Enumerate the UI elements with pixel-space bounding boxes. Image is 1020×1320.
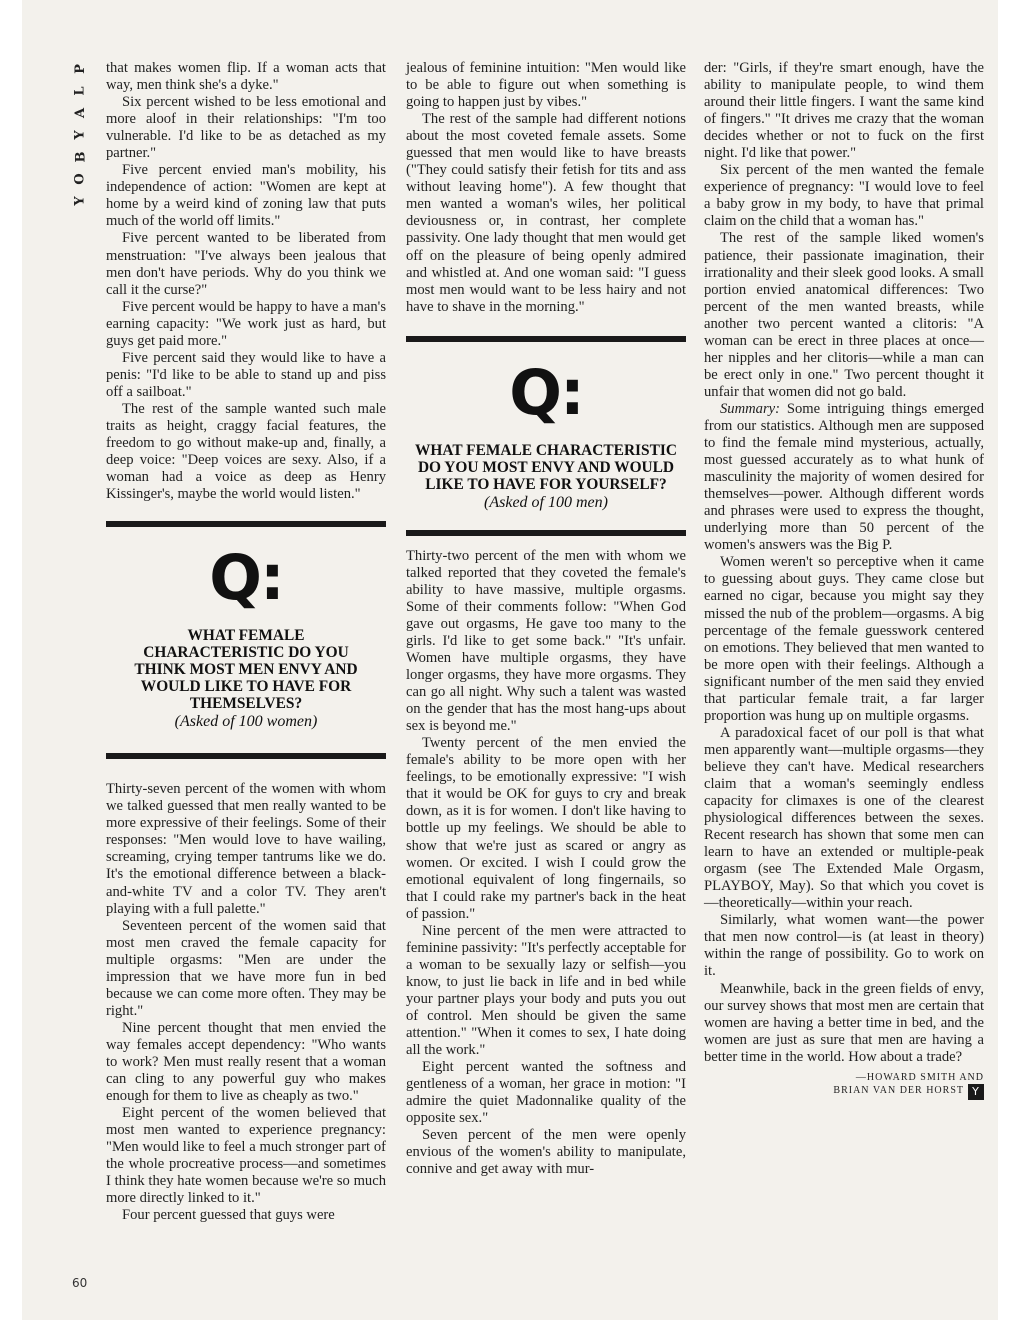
page-number: 60 (72, 1276, 88, 1290)
author-credit (704, 1072, 984, 1100)
rabbit-end-mark-icon: Y (968, 1084, 984, 1100)
paragraph: Five percent wanted to be liberated from menstruation: "I've always been jealous that men don't have periods. Why do you think we call it the curse?" (106, 230, 386, 298)
paragraph: Eight percent wanted the softness and gentleness of a woman, her grace in motion: "I admire the quiet Madonnalike quality of the opposite sex." (406, 1059, 686, 1127)
question-heading: WHAT FEMALE CHARACTERISTIC DO YOU THINK MOST MEN ENVY AND WOULD LIKE TO HAVE FOR THEMSELVES? (134, 627, 358, 713)
paragraph: Five percent envied man's mobility, his independence of action: "Women are kept at home by a weird kind of zoning law that puts much of the world off limits." (106, 162, 386, 230)
summary-paragraph (704, 401, 984, 554)
question-heading: WHAT FEMALE CHARACTERISTIC DO YOU MOST ENVY AND WOULD LIKE TO HAVE FOR YOURSELF? (415, 441, 677, 493)
paragraph: der: "Girls, if they're smart enough, have the ability to manipulate people, to wind them around their little fingers. I want the same kind of fingers." "It drives me crazy that the woman decides whether or not to fuck on the first night. I'd like that power." (704, 60, 984, 162)
question-subheading: (Asked of 100 women) (174, 713, 318, 731)
paragraph: Seven percent of the men were openly envious of the women's ability to manipulate, connive and get away with mur- (406, 1127, 686, 1178)
paragraph: Five percent would be happy to have a man's earning capacity: "We work just as hard, but guys get paid more." (106, 298, 386, 349)
magazine-name-letter: A (73, 107, 88, 119)
q-logo: Q: (509, 355, 583, 429)
magazine-name-letter: Y (73, 130, 88, 140)
divider-bar (406, 530, 686, 536)
paragraph: jealous of feminine intuition: "Men would like to be able to figure out when something is going to happen just by vibes." (406, 60, 686, 111)
paragraph: A paradoxical facet of our poll is that what men apparently want—multiple orgasms—they believe they can't have. Medical researchers claim that a woman's seemingly endless capacity for climaxes is one of the clearest physiological differences between the sexes. Recent research has shown that some men can learn to have an extended or multiple-peak orgasm (see The Extended Male Orgasm, PLAYBOY, May). So that which you covet is—theoretically—within your reach. (704, 724, 984, 912)
question-subheading: (Asked of 100 men) (484, 493, 608, 511)
paragraph: Twenty percent of the men envied the female's ability to be more open with her feelings, to be emotionally expressive: "I wish that it would be OK for guys to cry and break down, as it is for women. I don't like having to bottle up my feelings. We should be able to show that we're just as scared or angry as women. Or excited. I wish I could grow the emotional equivalent of long fingernails, so that I could rake my partner's back in the heat of passion." (406, 735, 686, 922)
magazine-name-vertical (74, 58, 88, 212)
divider-bar (106, 521, 386, 527)
magazine-page (22, 0, 998, 1320)
column-2 (406, 60, 686, 1178)
paragraph: Meanwhile, back in the green fields of envy, our survey shows that most men are certain that women are having a better time in bed, and the women are just as sure that men are having a better time in the world. How about a trade? (704, 980, 984, 1065)
question-box-men (406, 355, 686, 512)
credit-names: BRIAN VAN DER HORST (833, 1084, 964, 1096)
paragraph: The rest of the sample liked women's patience, their passionate imagination, their irrationality and their sleek good looks. A small portion envied anatomical differences: Two percent of the men wanted breasts, while another two percent wanted a clitoris: "A woman can be erect in three places at once—her nipples and her clitoris—while a man can be erect only in one." Two percent thought it unfair that women did not go bald. (704, 230, 984, 400)
paragraph: Eight percent of the women believed that most men wanted to experience pregnancy: "Men would like to feel a much stronger part of the whole procreative process—and sometimes I think they hate women because we're so much more directly linked to it." (106, 1105, 386, 1207)
credit-line-2 (704, 1084, 984, 1100)
paragraph: Thirty-two percent of the men with whom we talked reported that they coveted the female's ability to have massive, multiple orgasms. Some of their comments follow: "When God gave out orgasms, He gave too many to the girls. I'd like to get some back." "It's unfair. Women have multiple orgasms, they have longer orgasms, they have more orgasms. They can go all night. Why such a talent was wasted on the gender that has the most hang-ups about sex is beyond me." (406, 547, 686, 735)
divider-bar (106, 753, 386, 759)
paragraph: Four percent guessed that guys were (122, 1207, 335, 1224)
paragraph: Five percent said they would like to have a penis: "I'd like to be able to stand up and piss off a sailboat." (106, 349, 386, 400)
magazine-name-letter: L (72, 86, 88, 96)
column-1 (106, 60, 386, 1224)
paragraph: Nine percent of the men were attracted to feminine passivity: "It's perfectly acceptable for a woman to be sexually lazy or selfish—you know, to just lie back in life and in bed while your partner plays your body and puts you out of control. Men should be given the same attention." "When it comes to sex, I hate doing all the work." (406, 922, 686, 1059)
magazine-name-letter: P (73, 64, 88, 74)
paragraph: Similarly, what women want—the power that men now control—is (at least in theory) within the range of possibility. Go to work on it. (704, 912, 984, 980)
summary-label: Summary: (720, 400, 780, 417)
magazine-name-letter: Y (73, 196, 88, 206)
summary-text: Some intriguing things emerged from our statistics. Although men are supposed to find the female mind mysterious, actually, most guessed accurately as to what hunk of masculinity the majority of women desired for themselves—power. Although different words and phrases were used to express the thought, underlying more than 50 percent of the women's answers was the Big P. (704, 400, 984, 554)
paragraph: Women weren't so perceptive when it came to guessing about guys. They came close but earned no cigar, because you might say they missed the nub of the problem—orgasms. A big percentage of the female guesswork centered on emotions. They believed that men wanted to be more open with their feelings. Although a significant number of the men said they envied that particular female trait, a far larger proportion was hung up on multiple orgasms. (704, 554, 984, 724)
paragraph: The rest of the sample had different notions about the most coveted female assets. Some guessed that men would like to have breasts ("They could satisfy their fetish for tits and ass without leaving home"). A few thought that men wanted a woman's wiles, her political deviousness or, in contrast, her complete passivity. One lady thought that men would get off on the pleasure of being openly admired and whistled at. And one woman said: "I guess most men would want to be less hairy and not have to shave in the morning." (406, 111, 686, 315)
column-3 (704, 60, 984, 1100)
paragraph: Nine percent thought that men envied the way females accept dependency: "Who wants to work? Men must really resent that a woman can cling to any powerful guy who makes enough for them to live as cheaply as two." (106, 1019, 386, 1105)
magazine-name-letter: O (72, 173, 88, 185)
paragraph: The rest of the sample wanted such male traits as height, craggy facial features, the freedom to go without make-up and, finally, a deep voice: "Deep voices are sexy. Also, if a woman had a voice as deep as Henry Kissinger's, maybe the world would listen." (106, 400, 386, 503)
paragraph: that makes women flip. If a woman acts that way, men think she's a dyke." (106, 60, 386, 94)
paragraph: Six percent of the men wanted the female experience of pregnancy: "I would love to feel a baby grow in my body, to have that primal claim on the child that a woman has." (704, 162, 984, 230)
paragraph: Six percent wished to be less emotional and more aloof in their relationships: "I'm too vulnerable. I'd like to be as detached as my partner." (106, 94, 386, 162)
magazine-name-letter: B (73, 151, 88, 163)
q-logo: Q: (209, 541, 283, 615)
question-box-women (106, 541, 386, 731)
paragraph: Seventeen percent of the women said that most men craved the female capacity for multiple orgasms: "Men are under the impression that we have more fun in bed because we can come more often. They may be right." (106, 917, 386, 1019)
credit-line-1: —HOWARD SMITH AND (855, 1071, 984, 1083)
paragraph: Thirty-seven percent of the women with whom we talked guessed that men really wanted to be more expressive of their feelings. Some of their responses: "Men would love to have wailing, screaming, crying temper tantrums like we do. It's the emotional difference between a black-and-white TV and a color TV. They aren't playing with a full palette." (106, 781, 386, 917)
divider-bar (406, 336, 686, 342)
